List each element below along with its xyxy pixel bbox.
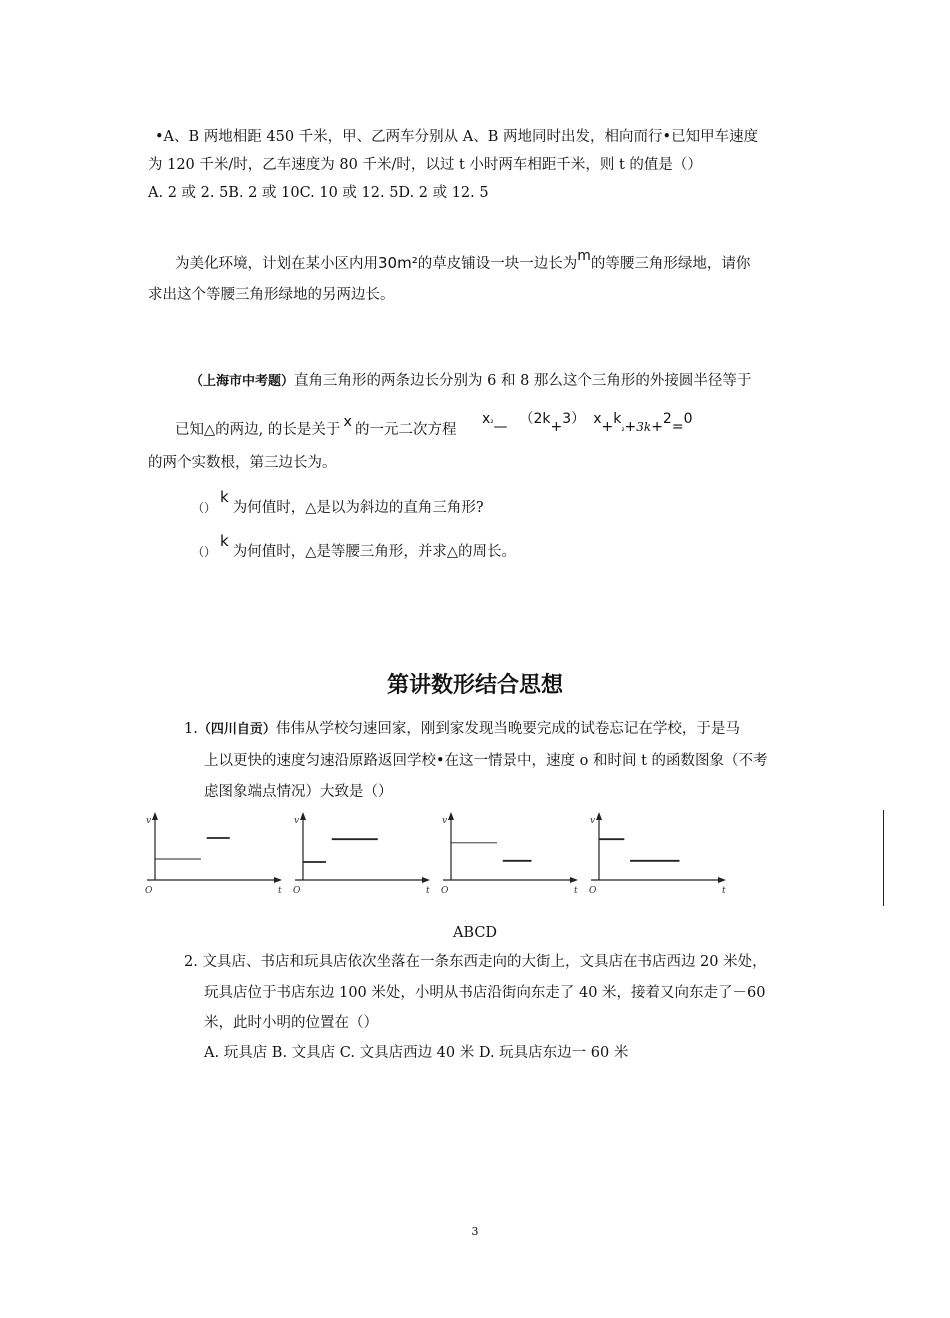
q2-text-b: 的草皮铺设一块一边长为 <box>417 256 578 272</box>
p1-line1 <box>184 719 740 740</box>
q2-line2: 求出这个等腰三角形绿地的另两边长。 <box>148 287 395 303</box>
eq-paren: （2k <box>519 411 551 427</box>
p2-line1 <box>184 952 767 972</box>
p2-options: A. 玩具店 B. 文具店 C. 文具店西边 40 米 D. 玩具店东边一 60 米 <box>204 1045 629 1061</box>
q1-line2: 为 120 千米/时，乙车速度为 80 千米/时，以过 t 小时两车相距千米，则 t 的值是（） <box>148 157 702 173</box>
eq-plus2: + <box>601 419 614 435</box>
graph-b-x-arrow <box>422 877 430 883</box>
graph-d-x-arrow <box>718 877 726 883</box>
p2-text1: 文具店、书店和玩具店依次坐落在一条东西走向的大街上，文具店在书店西边 20 米处， <box>202 954 767 970</box>
q2-line1 <box>175 248 751 274</box>
p2-num: 2. <box>184 954 198 970</box>
eq-plus1: + <box>550 419 563 435</box>
q4-sub1 <box>192 488 484 518</box>
eq-dash: — <box>493 419 508 435</box>
graph-c-t-label: t <box>574 886 578 896</box>
q4-sub1-k: k <box>220 488 229 506</box>
eq-zero: 0 <box>683 411 693 427</box>
graph-b-origin-label: O <box>293 886 301 896</box>
q4-x: x <box>343 414 352 430</box>
eq-term: 3k <box>636 420 652 434</box>
graph-c-v-label: v <box>442 816 448 826</box>
q2-text-c: 的等腰三角形绿地，请你 <box>590 256 751 272</box>
q4-equation <box>482 408 693 435</box>
graph-b-t-label: t <box>426 886 430 896</box>
q3-line <box>190 371 751 392</box>
eq-x1: x <box>482 411 491 427</box>
q4-text-b: 的一元二次方程 <box>354 422 457 438</box>
eq-x2: x <box>593 411 602 427</box>
graph-a-v-label: v <box>146 816 152 826</box>
graph-a-y-arrow <box>152 812 158 820</box>
eq-plus4: + <box>651 419 663 435</box>
eq-plus3: + <box>624 419 637 435</box>
graph-labels: ABCD <box>452 925 498 941</box>
graph-a-origin-label: O <box>145 886 153 896</box>
eq-three: 3） <box>562 411 586 427</box>
q4-text-a: 已知△的两边, 的长是关于 <box>175 422 341 438</box>
q2-m: m <box>577 248 591 264</box>
q3-source: （上海市中考题） <box>190 374 295 389</box>
q2-area: 30m² <box>378 254 418 272</box>
q1-options: A. 2 或 2. 5B. 2 或 10C. 10 或 12. 5D. 2 或 12. 5 <box>148 185 489 201</box>
section-title: 第讲数形结合思想 <box>386 673 563 698</box>
margin-line <box>883 810 884 906</box>
q4-sub2-paren: （） <box>192 545 217 559</box>
graph-b-y-arrow <box>300 812 306 820</box>
q4-sub2 <box>192 532 517 562</box>
eq-sup1: ₂ <box>490 416 494 425</box>
graph-b-v-label: v <box>294 816 300 826</box>
p1-num: 1. <box>184 721 198 737</box>
page-number: 3 <box>471 1225 479 1238</box>
graph-a-t-label: t <box>278 886 282 896</box>
graph-c-y-arrow <box>448 812 454 820</box>
graph-c-x-arrow <box>570 877 578 883</box>
graph-c-origin-label: O <box>441 886 449 896</box>
graph-d-y-arrow <box>596 812 602 820</box>
velocity-time-graphs <box>140 806 740 908</box>
q4-sub1-paren: （） <box>192 501 217 515</box>
p1-line3: 虑图象端点情况）大致是（） <box>204 784 393 800</box>
q4-sub2-k: k <box>220 532 229 550</box>
p1-source: （四川自贡） <box>197 722 276 737</box>
p1-line2: 上以更快的速度匀速沿原路返回学校•在这一情景中，速度 o 和时间 t 的函数图象（不考 <box>204 753 768 769</box>
graph-d-v-label: v <box>590 816 596 826</box>
eq-eqsign: = <box>671 419 684 435</box>
q3-text: 直角三角形的两条边长分别为 6 和 8 那么这个三角形的外接圆半径等于 <box>294 373 752 389</box>
p2-line2: 玩具店位于书店东边 100 米处，小明从书店沿街向东走了 40 米，接着又向东走了－60 <box>204 985 766 1001</box>
eq-sup2: ₂ <box>621 424 625 433</box>
q4-line2: 的两个实数根，第三边长为。 <box>148 455 337 471</box>
q4-sub2-text: 为何值时，△是等腰三角形，并求△的周长。 <box>232 544 517 560</box>
q4-line1 <box>175 414 457 440</box>
q1-line1: •A、B 两地相距 450 千米，甲、乙两车分别从 A、B 两地同时出发，相向而行•已知甲车速度 <box>155 129 759 145</box>
eq-k: k <box>613 411 622 427</box>
p1-text1: 伟伟从学校匀速回家，刚到家发现当晚要完成的试卷忘记在学校，于是马 <box>275 721 740 737</box>
eq-two: 2 <box>662 411 672 427</box>
q4-sub1-text: 为何值时，△是以为斜边的直角三角形? <box>232 500 484 516</box>
graph-d-t-label: t <box>722 886 726 896</box>
q2-text-a: 为美化环境，计划在某小区内用 <box>175 256 378 272</box>
graph-d-origin-label: O <box>589 886 597 896</box>
p2-line3: 米，此时小明的位置在（） <box>204 1015 378 1031</box>
graph-a-x-arrow <box>274 877 282 883</box>
